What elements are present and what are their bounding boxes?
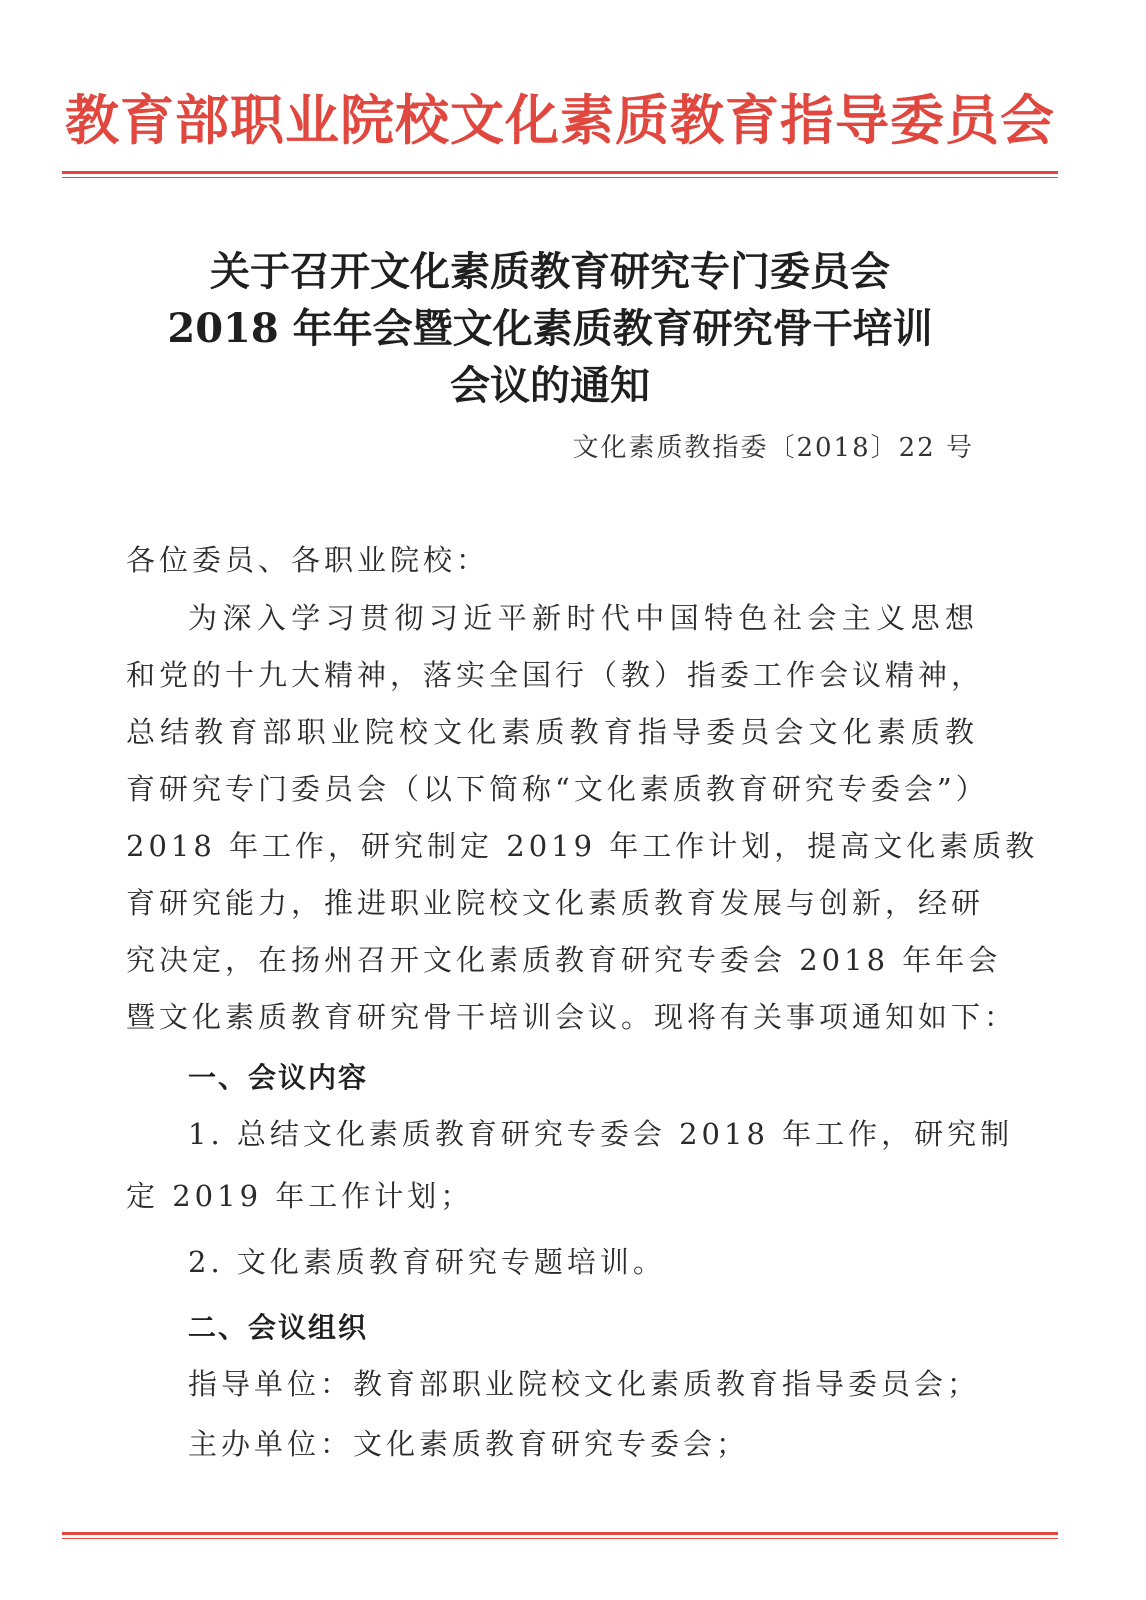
intro-line-8: 暨文化素质教育研究骨干培训会议。现将有关事项通知如下： bbox=[126, 1000, 1018, 1034]
intro-line-7: 究决定，在扬州召开文化素质教育研究专委会 2018 年年会 bbox=[126, 943, 1002, 977]
section-1-item-1-line-1: 1. 总结文化素质教育研究专委会 2018 年工作，研究制 bbox=[188, 1117, 1014, 1151]
intro-line-3: 总结教育部职业院校文化素质教育指导委员会文化素质教 bbox=[126, 715, 978, 749]
intro-line-4: 育研究专门委员会（以下简称“文化素质教育研究专委会”） bbox=[126, 772, 989, 806]
masthead-org-name: 教育部职业院校文化素质教育指导委员会 bbox=[65, 89, 1055, 152]
intro-line-5: 2018 年工作，研究制定 2019 年工作计划，提高文化素质教 bbox=[126, 829, 1039, 863]
salutation: 各位委员、各职业院校： bbox=[126, 543, 490, 577]
notice-title bbox=[120, 243, 980, 414]
section-1-item-1-line-2: 定 2019 年工作计划； bbox=[126, 1179, 474, 1213]
host-unit: 主办单位：文化素质教育研究专委会； bbox=[188, 1427, 750, 1461]
section-1-heading: 一、会议内容 bbox=[188, 1061, 369, 1094]
masthead-red-rule bbox=[62, 171, 1058, 178]
intro-line-1: 为深入学习贯彻习近平新时代中国特色社会主义思想 bbox=[188, 601, 978, 635]
intro-line-6: 育研究能力，推进职业院校文化素质教育发展与创新，经研 bbox=[126, 886, 985, 920]
intro-line-2: 和党的十九大精神，落实全国行（教）指委工作会议精神， bbox=[126, 658, 985, 692]
section-1-item-2: 2. 文化素质教育研究专题培训。 bbox=[188, 1245, 666, 1279]
footer-red-rule bbox=[62, 1532, 1058, 1539]
document-number: 文化素质教指委〔2018〕22 号 bbox=[572, 433, 974, 463]
notice-title-line-2: 2018 年年会暨文化素质教育研究骨干培训 bbox=[167, 305, 933, 352]
section-2-heading: 二、会议组织 bbox=[188, 1311, 369, 1344]
section-1-item-1 bbox=[126, 1106, 1014, 1225]
notice-title-line-1: 关于召开文化素质教育研究专门委员会 bbox=[210, 248, 890, 295]
notice-title-line-3: 会议的通知 bbox=[450, 362, 650, 409]
intro-paragraph bbox=[126, 590, 1039, 1046]
guide-unit: 指导单位：教育部职业院校文化素质教育指导委员会； bbox=[188, 1367, 981, 1401]
